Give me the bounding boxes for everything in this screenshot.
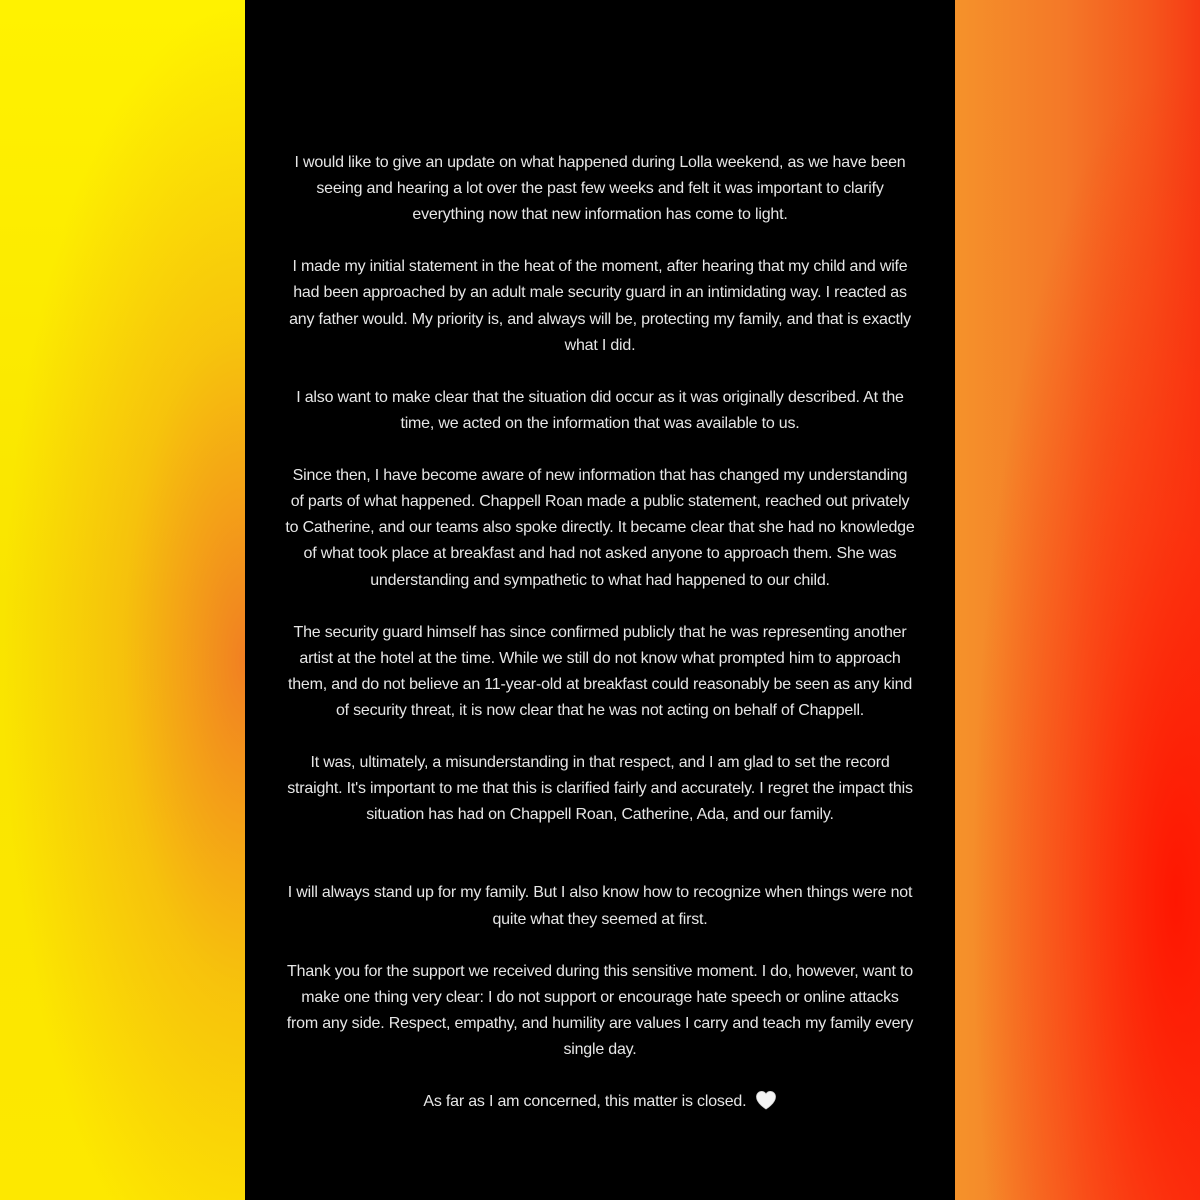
paragraph-new-information: Since then, I have become aware of new information that has changed my understanding of parts of what happened. Chappell Roan made a public statement, reached out privately to Catherine, and our teams also spoke directly. It became clear that she had no knowledge of what took place at breakfast and had not asked anyone to approach them. She was understanding and sympathetic to what had happened to our child. (285, 467, 915, 589)
paragraph-thank-you: Thank you for the support we received during this sensitive moment. I do, however, want to make one thing very clear: I do not support or encourage hate speech or online attacks from any side. Respect, empathy, and humility are values I carry and teach my family every single day. (286, 962, 914, 1058)
paragraph-lolla-update: I would like to give an update on what happened during Lolla weekend, as we have been seeing and hearing a lot over the past few weeks and felt it was important to clarify everything now that new information has come to light. (294, 154, 906, 224)
paragraph-situation-occurred: I also want to make clear that the situation did occur as it was originally described. At the time, we acted on the information that was available to us. (296, 388, 904, 432)
statement-text (285, 150, 915, 1141)
paragraph-initial-statement: I made my initial statement in the heat of the moment, after hearing that my child and wife had been approached by an adult male security guard in an intimidating way. I reacted as any father would. My priority is, and always will be, protecting my family, and that is exactly what I did. (289, 258, 911, 354)
paragraph-misunderstanding: It was, ultimately, a misunderstanding in that respect, and I am glad to set the record straight. It's important to me that this is clarified fairly and accurately. I regret the impact this situation has had on Chappell Roan, Catherine, Ada, and our family. (287, 754, 913, 824)
paragraph-stand-up: I will always stand up for my family. But I also know how to recognize when things were not quite what they seemed at first. (287, 884, 913, 928)
closing-line (285, 1089, 915, 1115)
paragraph-security-guard: The security guard himself has since confirmed publicly that he was representing another artist at the hotel at the time. While we still do not know what prompted him to approach them, and do not believe an 11-year-old at breakfast could reasonably be seen as any kind of security threat, it is now clear that he was not acting on behalf of Chappell. (287, 623, 913, 719)
statement-panel (245, 0, 955, 1200)
closing-text: As far as I am concerned, this matter is closed. (423, 1093, 747, 1111)
yellow-gradient-background (0, 0, 245, 1200)
white-heart-icon (755, 1090, 777, 1110)
red-gradient-background (955, 0, 1200, 1200)
